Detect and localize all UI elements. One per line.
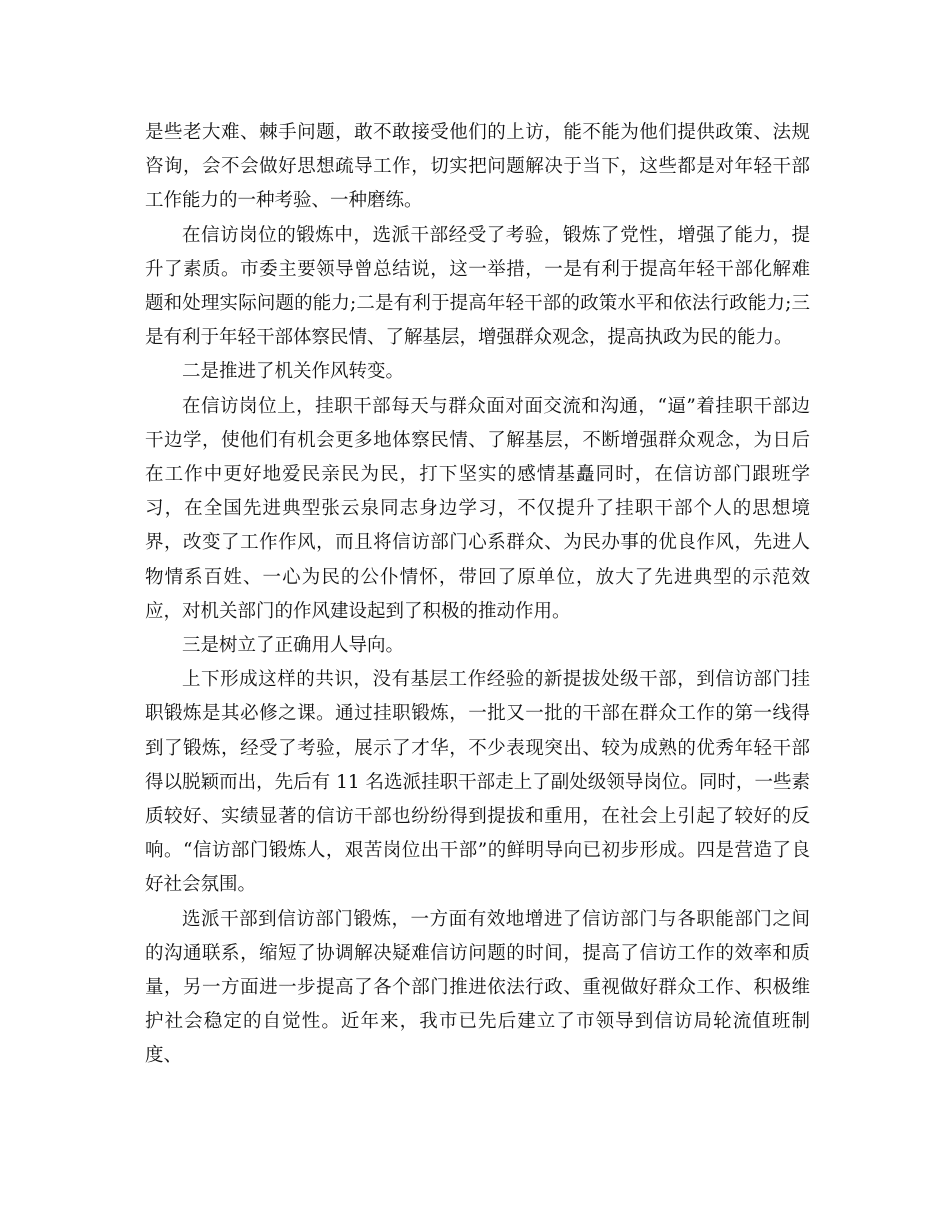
paragraph-3: 二是推进了机关作风转变。 [182, 361, 405, 383]
document-body [145, 116, 810, 1074]
paragraph-7: 选派干部到信访部门锻炼，一方面有效地增进了信访部门与各职能部门之间的沟通联系，缩短了协调解决疑难信访问题的时间，提高了信访工作的效率和质量，另一方面进一步提高了各个部门推进依法行政、重视做好群众工作、积极维护社会稳定的自觉性。近年来，我市已先后建立了市领导到信访局轮流值班制度、 [145, 908, 810, 1067]
paragraph-5: 三是树立了正确用人导向。 [182, 635, 405, 657]
paragraph-1: 是些老大难、棘手问题，敢不敢接受他们的上访，能不能为他们提供政策、法规咨询，会不会做好思想疏导工作，切实把问题解决于当下，这些都是对年轻干部工作能力的一种考验、一种磨练。 [145, 122, 810, 212]
paragraph-2: 在信访岗位的锻炼中，选派干部经受了考验，锻炼了党性，增强了能力，提升了素质。市委主要领导曾总结说，这一举措，一是有利于提高年轻干部化解难题和处理实际问题的能力;二是有利于提高年轻干部的政策水平和依法行政能力;三是有利于年轻干部体察民情、了解基层，增强群众观念，提高执政为民的能力。 [145, 224, 810, 349]
paragraph-6: 上下形成这样的共识，没有基层工作经验的新提拔处级干部，到信访部门挂职锻炼是其必修之课。通过挂职锻炼，一批又一批的干部在群众工作的第一线得到了锻炼，经受了考验，展示了才华，不少表现突出、较为成熟的优秀年轻干部得以脱颖而出，先后有 11 名选派挂职干部走上了副处级领导岗位。同时，一些素质较好、实绩显著的信访干部也纷纷得到提拔和重用，在社会上引起了较好的反响。“信访部门锻炼人，艰苦岗位出干部”的鲜明导向已初步形成。四是营造了良好社会氛围。 [145, 669, 810, 896]
paragraph-4: 在信访岗位上，挂职干部每天与群众面对面交流和沟通，“逼”着挂职干部边干边学，使他们有机会更多地体察民情、了解基层，不断增强群众观念，为日后在工作中更好地爱民亲民为民，打下坚实的感情基矗同时，在信访部门跟班学习，在全国先进典型张云泉同志身边学习，不仅提升了挂职干部个人的思想境界，改变了工作作风，而且将信访部门心系群众、为民办事的优良作风，先进人物情系百姓、一心为民的公仆情怀，带回了原单位，放大了先进典型的示范效应，对机关部门的作风建设起到了积极的推动作用。 [145, 395, 810, 622]
